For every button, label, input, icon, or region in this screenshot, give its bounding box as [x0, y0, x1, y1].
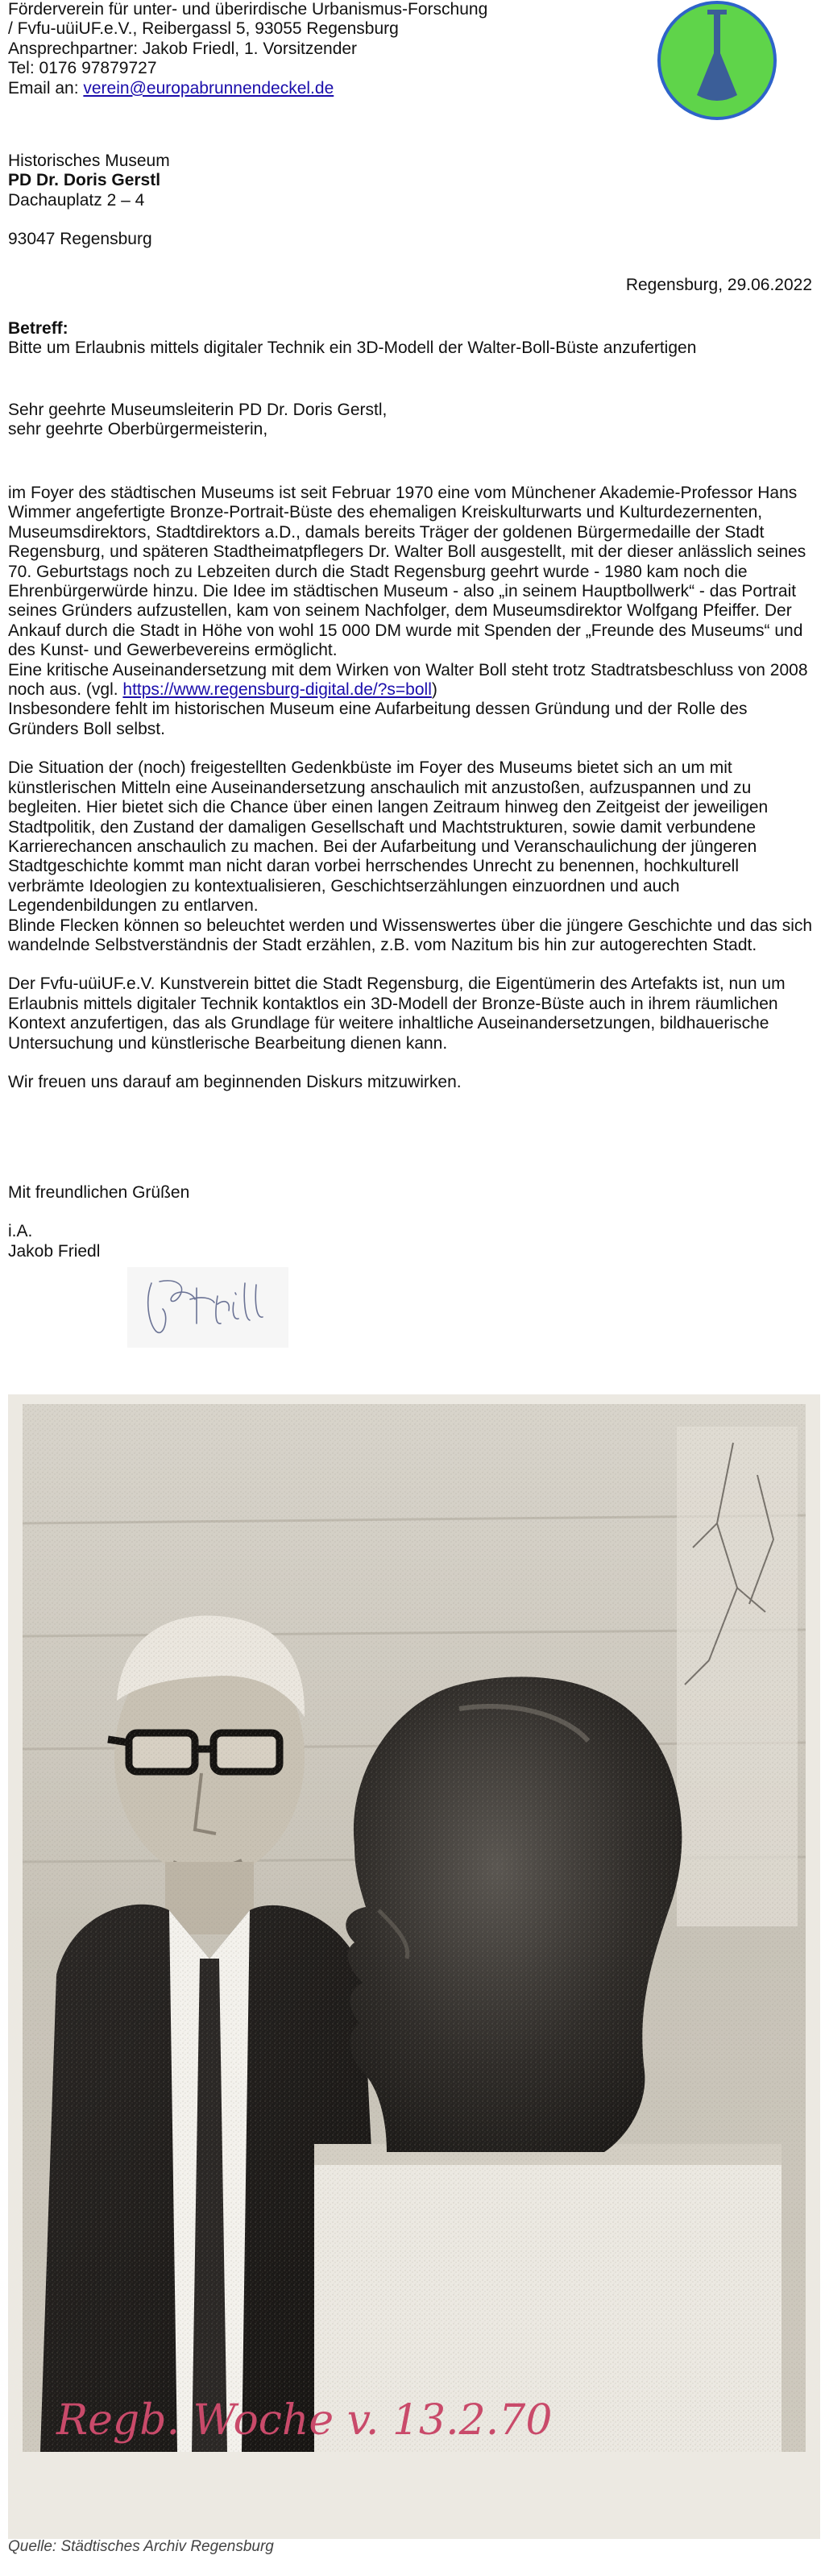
- body-paragraph: Der Fvfu-uüiUF.e.V. Kunstverein bittet die Stadt Regensburg, die Eigentümerin des Artefakts ist, nun um Erlaubnis mittels digitaler Technik kontaktlos ein 3D-Modell der Bronze-Büste auch in ihrem räumlichen Kontext anzufertigen, das als Grundlage für weitere inhaltliche Auseinandersetzungen, bildhauerische Untersuchung und künstlerische Bearbeitung dienen kann.: [8, 974, 786, 1053]
- reference-link[interactable]: https://www.regensburg-digital.de/?s=boll: [122, 680, 432, 700]
- body-paragraph: Wir freuen uns darauf am beginnenden Diskurs mitzuwirken.: [8, 1072, 462, 1091]
- body-paragraph: Blinde Flecken können so beleuchtet werden und Wissenswertes über die jüngere Geschichte und das sich wandelnde Selbstverständnis der Stadt erzählen, z.B. vom Nazitum bis hin zur autogerechten Stadt.: [8, 916, 813, 954]
- sender-address-line: / Fvfu-uüiUF.e.V., Reibergassl 5, 93055 Regensburg: [8, 19, 399, 39]
- body-paragraph: Die Situation der (noch) freigestellten Gedenkbüste im Foyer des Museums bietet sich an um mit künstlerischen Mitteln eine Auseinandersetzung anschaulich mit anzustoßen, aufzuspannen und zu begleiten. Hier bietet sich die Chance über einen langen Zeitraum hinweg den Zeitgeist der jeweiligen Stadtpolitik, den Zustand der damaligen Gesellschaft und Machtstrukturen, sowie damit verbundene Karrierechancen anschaulich zu machen. Bei der Aufarbeitung und Veranschaulichung der jüngeren Stadtgeschichte kommt man nicht daran vorbei herrschendes Unrecht zu benennen, hochkulturell verbrämte Ideologien zu kontextualisieren, Geschichtserzählungen einzuordnen und auch Legendenbildungen zu entlarven.: [8, 758, 769, 916]
- reference-close: ): [431, 680, 437, 700]
- sender-email-line: [8, 79, 620, 98]
- body-paragraph: Insbesondere fehlt im historischen Museum eine Aufarbeitung dessen Gründung und der Rolle des Gründers Boll selbst.: [8, 700, 748, 738]
- email-prefix: Email an:: [8, 78, 84, 98]
- glass-icon: [657, 0, 777, 121]
- closing-greeting: Mit freundlichen Grüßen: [8, 1183, 190, 1202]
- recipient-street: Dachauplatz 2 – 4: [8, 190, 145, 210]
- historic-newspaper-photo: [8, 1394, 820, 2539]
- reference-text: Eine kritische Auseinandersetzung mit dem Wirken von Walter Boll steht trotz Stadtratsbeschluss von 2008 noch aus. (vgl.: [8, 660, 808, 700]
- closing-block: [8, 1183, 189, 1261]
- recipient-institution: Historisches Museum: [8, 152, 170, 170]
- salutation-line-2: sehr geehrte Oberbürgermeisterin,: [8, 420, 268, 439]
- sender-address: [8, 0, 620, 98]
- image-source-caption: Quelle: Städtisches Archiv Regensburg: [8, 2538, 274, 2555]
- subject-text: Bitte um Erlaubnis mittels digitaler Technik ein 3D-Modell der Walter-Boll-Büste anzufertigen: [8, 339, 697, 358]
- sender-email-link[interactable]: verein@europabrunnendeckel.de: [83, 78, 334, 98]
- body-paragraph-reference: [8, 661, 818, 700]
- closing-ia: i.A.: [8, 1222, 33, 1241]
- man-with-bronze-bust-image: [8, 1394, 820, 2539]
- signature-image: [127, 1267, 288, 1348]
- subject-label: Betreff:: [8, 319, 68, 338]
- recipient-name: PD Dr. Doris Gerstl: [8, 171, 161, 190]
- letter-body: [8, 484, 818, 1092]
- salutation: [8, 401, 387, 440]
- letter-date: Regensburg, 29.06.2022: [625, 276, 812, 294]
- sender-org-line: Förderverein für unter- und überirdische Urbanismus-Forschung: [8, 0, 488, 19]
- sender-contact-person: Ansprechpartner: Jakob Friedl, 1. Vorsitzender: [8, 39, 358, 58]
- body-paragraph: im Foyer des städtischen Museums ist seit Februar 1970 eine vom Münchener Akademie-Professor Hans Wimmer angefertigte Bronze-Portrait-Büste des ehemaligen Kreiskulturwarts und Kulturdezernenten, Museumsdirektors, Stadtdirektors a.D., damals bereits Träger der goldenen Bürgermedaille der Stadt Regensburg, und späteren Stadtheimatpflegers Dr. Walter Boll ausgestellt, mit der dieser anlässlich seines 70. Geburtstags noch zu Lebzeiten durch die Stadt Regensburg geehrt wurde - 1980 kam noch die Ehrenbürgerwürde hinzu. Die Idee im städtischen Museum - also „in seinem Hauptbollwerk“ - das Portrait seines Gründers aufzustellen, kam von seinem Nachfolger, dem Museumsdirektor Wolfgang Pfeiffer. Der Ankauf durch die Stadt in Höhe von wohl 15 000 DM wurde mit Spenden der „Freunde des Museums“ und des Kunst- und Gewerbevereins ermöglicht.: [8, 484, 806, 660]
- sender-phone: Tel: 0176 97879727: [8, 59, 157, 78]
- closing-name: Jakob Friedl: [8, 1241, 101, 1261]
- salutation-line-1: Sehr geehrte Museumsleiterin PD Dr. Doris Gerstl,: [8, 401, 388, 419]
- handwritten-note: Regb. Woche v. 13.2.70: [56, 2396, 553, 2445]
- association-logo: [657, 0, 777, 121]
- handwritten-signature: [127, 1267, 288, 1348]
- recipient-address: [8, 152, 170, 250]
- recipient-city: 93047 Regensburg: [8, 230, 152, 249]
- subject-block: [8, 319, 814, 359]
